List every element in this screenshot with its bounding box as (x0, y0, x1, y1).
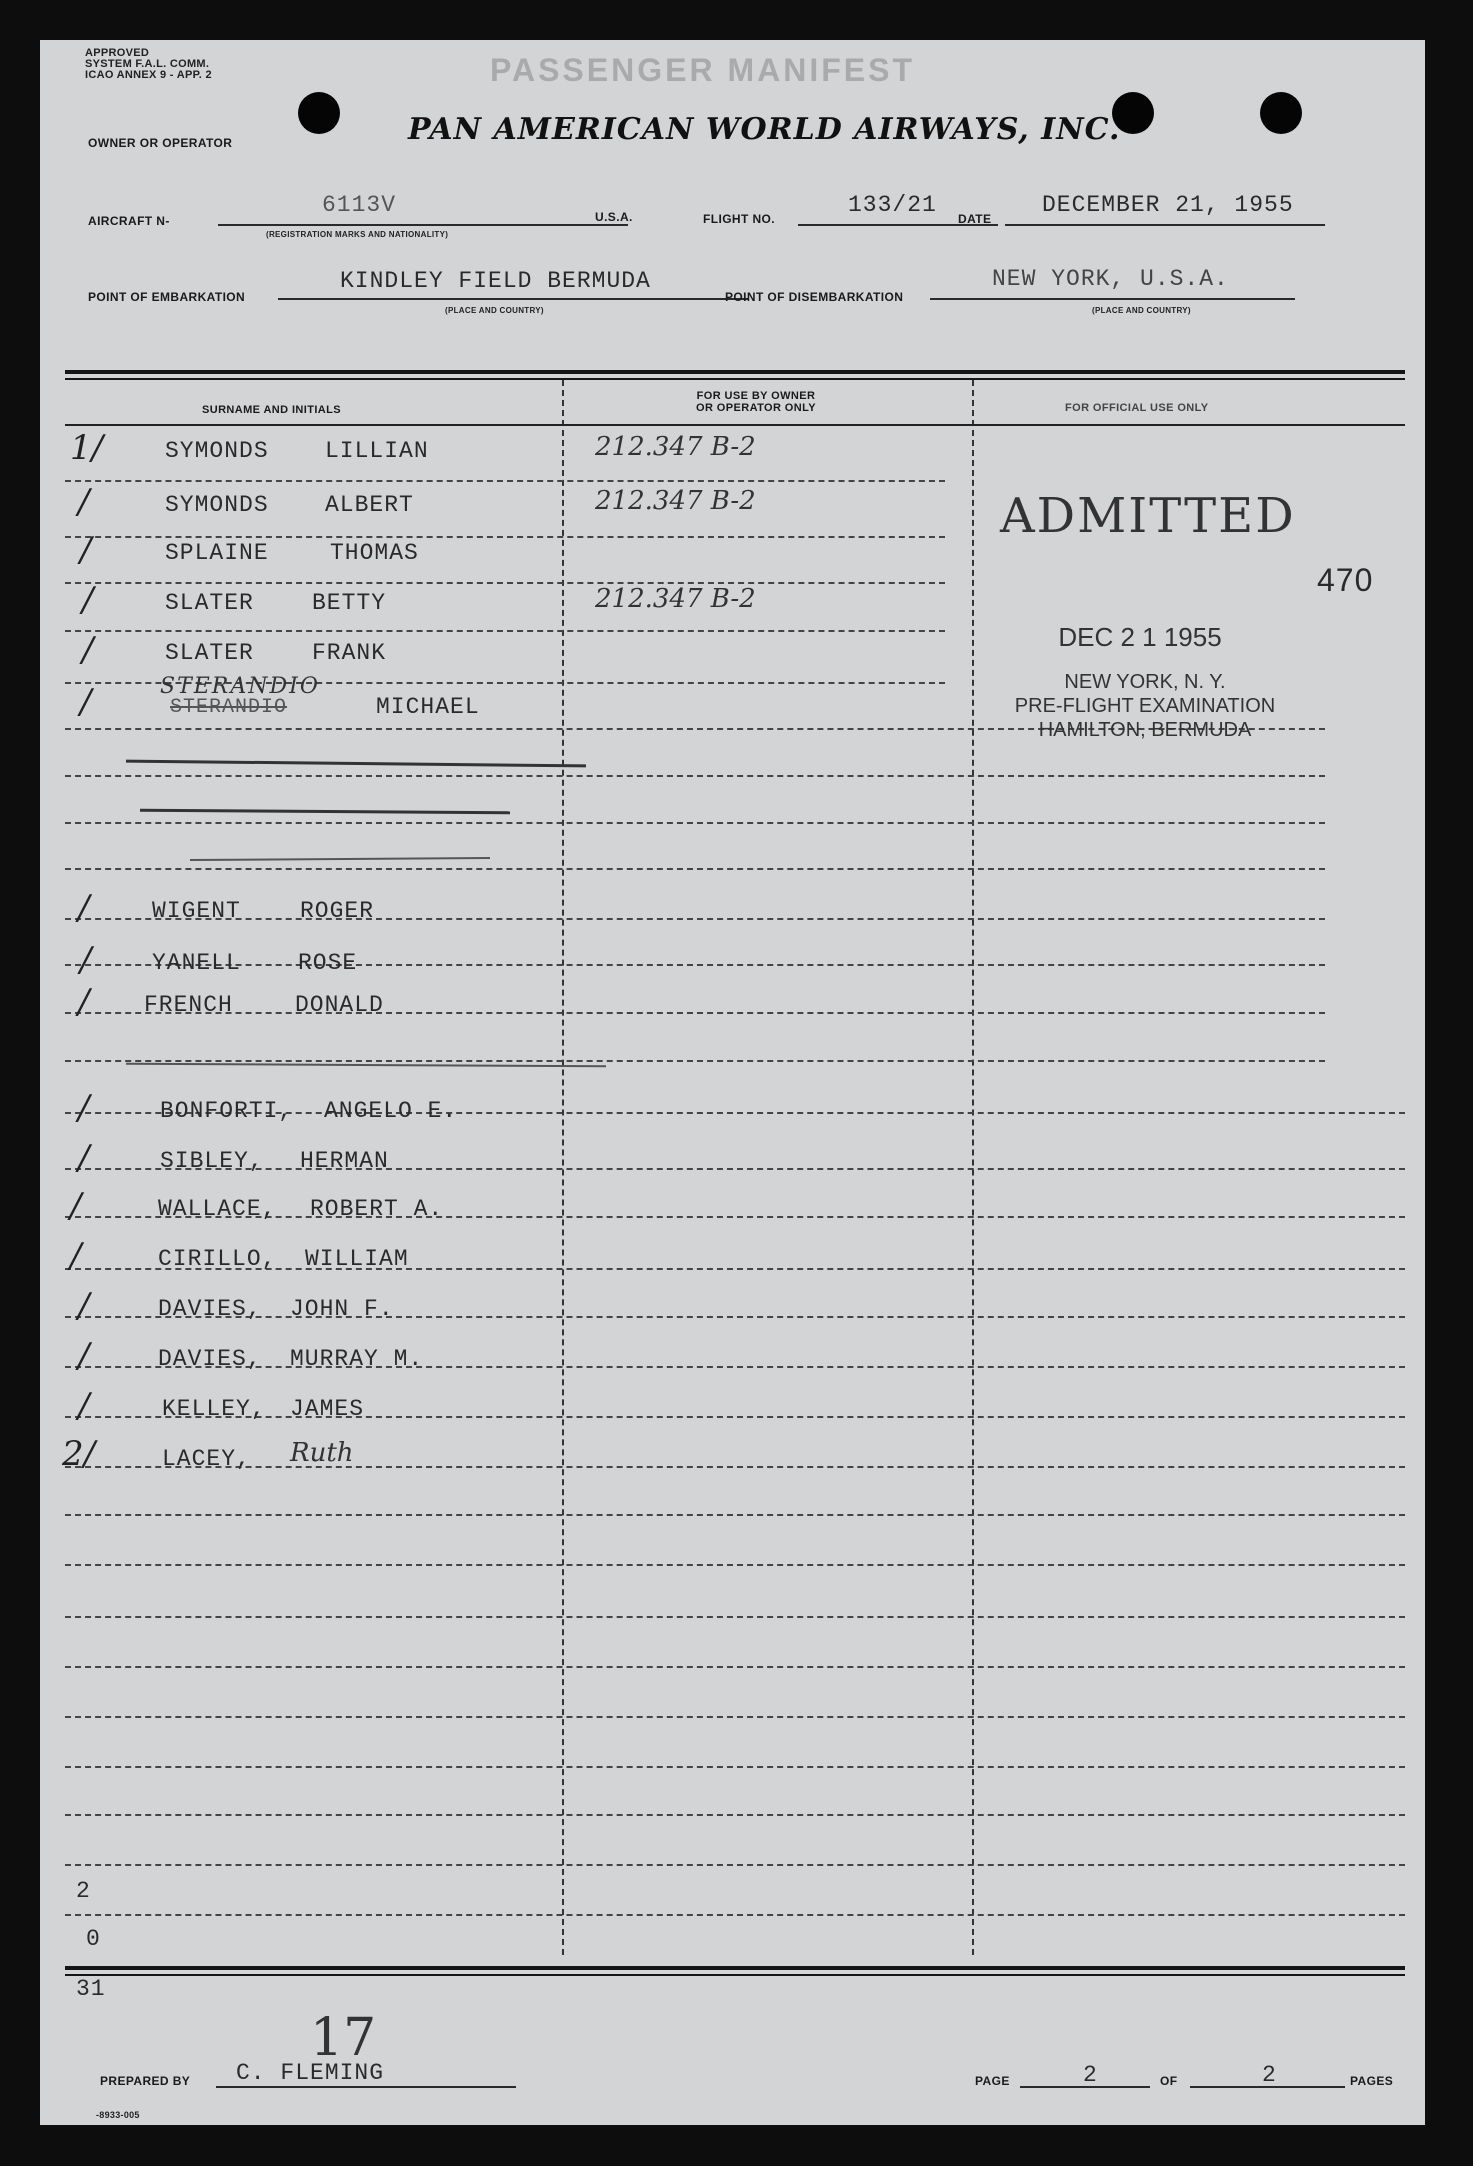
disembark-value: NEW YORK, U.S.A. (992, 266, 1229, 292)
scribble-line (190, 857, 490, 861)
row-rule (65, 822, 1325, 824)
check-mark: / (70, 1186, 82, 1226)
owner-use-line: FOR USE BY OWNER (696, 390, 816, 402)
passenger-given-name: HERMAN (300, 1148, 389, 1174)
aircraft-label: AIRCRAFT N- (88, 214, 170, 228)
table-row (40, 1286, 1425, 1330)
passenger-surname: SYMONDS (165, 492, 269, 518)
approval-line: SYSTEM F.A.L. COMM. (85, 58, 210, 70)
place-note: (PLACE AND COUNTRY) (1092, 306, 1191, 315)
passenger-given-name: JOHN F. (290, 1296, 394, 1322)
table-top-rule (65, 378, 1405, 380)
document-title: PASSENGER MANIFEST (490, 52, 915, 88)
passenger-surname: FRENCH (144, 992, 233, 1018)
owner-use-line: OR OPERATOR ONLY (696, 402, 816, 414)
table-bottom-rule (65, 1974, 1405, 1976)
embark-label: POINT OF EMBARKATION (88, 290, 246, 304)
check-mark: / (78, 482, 90, 522)
passenger-surname: SPLAINE (165, 540, 269, 566)
prepared-label: PREPARED BY (100, 2074, 191, 2088)
passenger-surname: KELLEY, (162, 1396, 266, 1422)
passenger-given-name: ROGER (300, 898, 375, 924)
table-row (40, 1088, 1425, 1132)
passenger-surname: BONFORTI, (160, 1098, 294, 1124)
table-row (40, 1336, 1425, 1380)
struck-name: STERANDIO (170, 696, 288, 719)
table-row (40, 1186, 1425, 1230)
check-mark: / (80, 940, 92, 980)
passenger-surname: STERANDIO (160, 674, 320, 699)
column-header-owner-use (676, 390, 836, 414)
stamp-date: DEC 2 1 1955 (1058, 622, 1222, 652)
check-mark: / (82, 630, 94, 670)
check-mark: / (78, 982, 90, 1022)
passenger-given-name: MICHAEL (376, 694, 480, 720)
sequence-number: 470 (1317, 562, 1374, 598)
passenger-surname: SLATER (165, 590, 254, 616)
check-mark: / (78, 1336, 90, 1376)
passenger-given-name: MURRAY M. (290, 1346, 424, 1372)
check-mark: 1/ (70, 428, 104, 468)
row-rule (65, 1716, 1405, 1718)
disembark-line (930, 298, 1295, 300)
punch-hole (298, 92, 340, 134)
embark-line (278, 298, 748, 300)
check-mark: / (78, 888, 90, 928)
stamp-status: ADMITTED (1000, 488, 1296, 544)
row-rule (65, 1914, 1405, 1916)
aircraft-value: 6113V (322, 192, 397, 218)
approval-line: APPROVED (85, 47, 150, 59)
table-row (40, 1236, 1425, 1280)
passenger-given-name: FRANK (312, 640, 387, 666)
table-bottom-rule (65, 1966, 1405, 1970)
flight-value: 133/21 (848, 192, 937, 218)
check-mark: / (80, 682, 92, 722)
table-row (40, 982, 1425, 1026)
row-rule (65, 1616, 1405, 1618)
table-row (40, 428, 1425, 472)
table-row (40, 1434, 1425, 1482)
table-row (40, 940, 1425, 984)
margin-number: 31 (76, 1976, 106, 2002)
check-mark: 2/ (62, 1434, 96, 1474)
stamp-line: NEW YORK, N. Y. (1064, 671, 1226, 693)
scribble-line (126, 1063, 606, 1068)
passenger-surname: WALLACE, (158, 1196, 277, 1222)
approval-block (85, 48, 212, 81)
passenger-given-name: ALBERT (325, 492, 414, 518)
usa-label: U.S.A. (595, 210, 633, 224)
check-mark: / (78, 1088, 90, 1128)
of-value: 2 (1262, 2062, 1277, 2088)
prepared-line (216, 2086, 516, 2088)
table-row (40, 1138, 1425, 1182)
date-value: DECEMBER 21, 1955 (1042, 192, 1294, 218)
passenger-surname: SIBLEY, (160, 1148, 264, 1174)
stamp-line: HAMILTON, BERMUDA (1038, 719, 1252, 741)
row-rule (65, 1864, 1405, 1866)
row-rule (65, 1514, 1405, 1516)
owner-label: OWNER OR OPERATOR (88, 136, 233, 150)
disembark-label: POINT OF DISEMBARKATION (725, 290, 904, 304)
stamp-line: PRE-FLIGHT EXAMINATION (1014, 695, 1276, 717)
passenger-given-name: ANGELO E. (324, 1098, 458, 1124)
check-mark: / (70, 1236, 82, 1276)
column-header-official-use: FOR OFFICIAL USE ONLY (1065, 402, 1209, 414)
aircraft-line (218, 224, 628, 226)
row-rule (65, 1766, 1405, 1768)
header-underline (65, 424, 1405, 426)
page-value: 2 (1083, 2062, 1098, 2088)
registration-note: (REGISTRATION MARKS AND NATIONALITY) (266, 230, 449, 239)
operator-name: PAN AMERICAN WORLD AIRWAYS, INC. (408, 112, 1121, 147)
of-label: OF (1160, 2074, 1178, 2088)
punch-hole (1260, 92, 1302, 134)
passenger-given-name: THOMAS (330, 540, 419, 566)
pages-label: PAGES (1350, 2074, 1394, 2088)
passenger-surname: SYMONDS (165, 438, 269, 464)
passenger-given-name: ROBERT A. (310, 1196, 444, 1222)
check-mark: / (78, 1386, 90, 1426)
table-row (40, 888, 1425, 932)
passenger-given-name: LILLIAN (325, 438, 429, 464)
passenger-surname: CIRILLO, (158, 1246, 277, 1272)
row-rule (65, 1060, 1325, 1062)
owner-note: 212.347 B-2 (595, 432, 756, 462)
passenger-count: 17 (310, 2008, 377, 2068)
row-rule (65, 1564, 1405, 1566)
owner-note: 212.347 B-2 (595, 486, 756, 516)
passenger-given-name: ROSE (298, 950, 358, 976)
column-header-surname: SURNAME AND INITIALS (202, 404, 341, 416)
passenger-given-name: Ruth (290, 1438, 354, 1468)
scribble-line (140, 809, 510, 815)
margin-number: 0 (86, 1926, 101, 1952)
row-rule (65, 480, 945, 482)
check-mark: / (82, 580, 94, 620)
scribble-line (126, 760, 586, 768)
passenger-surname: DAVIES, (158, 1346, 262, 1372)
margin-number: 2 (76, 1878, 91, 1904)
passenger-surname: LACEY, (162, 1446, 251, 1472)
row-rule (65, 1814, 1405, 1816)
check-mark: / (80, 530, 92, 570)
embark-value: KINDLEY FIELD BERMUDA (340, 268, 651, 294)
passenger-surname: YANELL (152, 950, 241, 976)
passenger-surname: DAVIES, (158, 1296, 262, 1322)
table-top-rule (65, 370, 1405, 374)
owner-note: 212.347 B-2 (595, 584, 756, 614)
date-line (1005, 224, 1325, 226)
approval-line: ICAO ANNEX 9 - APP. 2 (85, 69, 212, 81)
passenger-surname: WIGENT (152, 898, 241, 924)
row-rule (65, 630, 945, 632)
passenger-given-name: BETTY (312, 590, 387, 616)
page-label: PAGE (975, 2074, 1010, 2088)
passenger-given-name: DONALD (295, 992, 384, 1018)
row-rule (65, 775, 1325, 777)
row-rule (65, 1666, 1405, 1668)
passenger-given-name: WILLIAM (305, 1246, 409, 1272)
prepared-by: C. FLEMING (236, 2060, 385, 2086)
check-mark: / (78, 1138, 90, 1178)
row-rule (65, 868, 1325, 870)
passenger-given-name: JAMES (290, 1396, 365, 1422)
stamp-location (1000, 670, 1290, 742)
passenger-surname: SLATER (165, 640, 254, 666)
form-code: -8933-005 (96, 2110, 140, 2120)
table-row (40, 1386, 1425, 1430)
date-label: DATE (958, 212, 992, 226)
place-note: (PLACE AND COUNTRY) (445, 306, 544, 315)
check-mark: / (78, 1286, 90, 1326)
flight-label: FLIGHT NO. (703, 212, 775, 226)
manifest-sheet (40, 40, 1425, 2125)
admission-stamp (990, 488, 1380, 748)
